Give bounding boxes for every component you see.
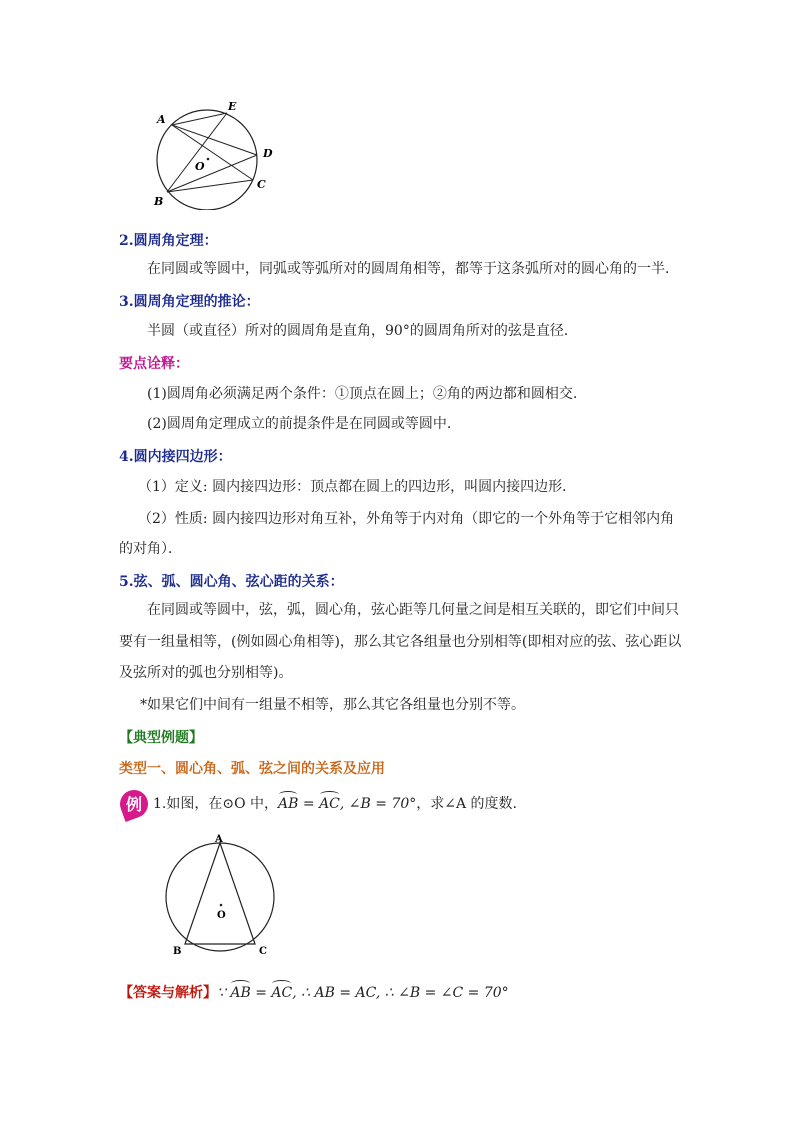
figure-inscribed-angles [145, 95, 280, 210]
figure1-segment-BC [167, 180, 253, 192]
answer-label: 【答案与解析】 [119, 985, 217, 1001]
figure-inscribed-triangle [155, 830, 285, 960]
keypoints-item-2: (2)圆周角定理成立的前提条件是在同圆或等圆中. [147, 416, 452, 432]
figure2-label-A: A [215, 834, 223, 845]
answer-because: ∵ [217, 985, 231, 1001]
section-5-title: 5.弦、弧、圆心角、弦心距的关系： [119, 574, 344, 590]
figure1-segment-AC [172, 125, 253, 180]
examples-header: 【典型例题】 [119, 730, 203, 746]
example-1-eq: = [298, 796, 320, 812]
section-4-title: 4.圆内接四边形： [119, 449, 232, 465]
section-2-title: 2.圆周角定理： [119, 233, 218, 249]
section-4-item-2-line1: （2）性质: 圆内接四边形对角互补，外角等于内对角（即它的一个外角等于它相邻内角 [138, 511, 675, 527]
example-1-angle-b: , ∠B = 70° [339, 796, 417, 812]
figure2-label-B: B [173, 946, 182, 957]
answer-conclusion: , ∴ AB = AC, ∴ ∠B = ∠C = 70° [292, 985, 509, 1001]
example-badge-label: 例 [126, 795, 143, 814]
keypoints-item-1: (1)圆周角必须满足两个条件：①顶点在圆上；②角的两边都和圆相交. [147, 386, 578, 402]
answer-eq: = [250, 985, 272, 1001]
figure1-center-dot [207, 158, 210, 161]
figure2-label-O: O [217, 910, 226, 921]
section-4-item-2-line2: 的对角）． [119, 541, 182, 557]
answer-arc-ab: AB [230, 985, 251, 1001]
example-1-prefix: 1.如图，在⊙O 中， [153, 796, 279, 812]
section-3-title: 3.圆周角定理的推论： [119, 294, 260, 310]
section-5-line1: 在同圆或等圆中，弦，弧，圆心角，弦心距等几何量之间是相互关联的，即它们中间只 [147, 602, 679, 618]
answer-line [119, 983, 509, 1003]
figure1-label-D: D [263, 147, 273, 160]
example-1-arc-ac: AC [319, 796, 340, 812]
section-5-note: *如果它们中间有一组量不相等，那么其它各组量也分别不等。 [140, 697, 525, 713]
section-3-body: 半圆（或直径）所对的圆周角是直角，90°的圆周角所对的弦是直径． [147, 323, 578, 339]
example-1-arc-ab: AB [278, 796, 299, 812]
figure2-center-dot [220, 904, 223, 907]
section-5-line3: 及弦所对的弧也分别相等)。 [119, 665, 293, 681]
section-4-item-1: （1）定义: 圆内接四边形：顶点都在圆上的四边形，叫圆内接四边形． [138, 479, 577, 495]
section-5-line2: 要有一组量相等，(例如圆心角相等)，那么其它各组量也分别相等(即相对应的弦、弦心距以 [119, 634, 682, 650]
example-1-suffix: ，求∠A 的度数. [416, 796, 518, 812]
figure1-label-B: B [154, 195, 164, 208]
answer-arc-ac: AC [271, 985, 293, 1001]
figure2-circle [166, 843, 274, 951]
example-1-question [153, 794, 517, 814]
figure1-label-C: C [257, 178, 266, 191]
figure2-triangle [185, 843, 255, 944]
type-1-title: 类型一、圆心角、弧、弦之间的关系及应用 [119, 761, 385, 777]
figure1-label-A: A [157, 113, 166, 126]
figure2-label-C: C [259, 946, 267, 957]
figure1-label-O: O [195, 160, 205, 173]
figure1-label-E: E [228, 100, 237, 113]
section-2-body: 在同圆或等圆中，同弧或等弧所对的圆周角相等，都等于这条弧所对的圆心角的一半． [147, 261, 679, 277]
keypoints-title: 要点诠释： [119, 356, 189, 372]
